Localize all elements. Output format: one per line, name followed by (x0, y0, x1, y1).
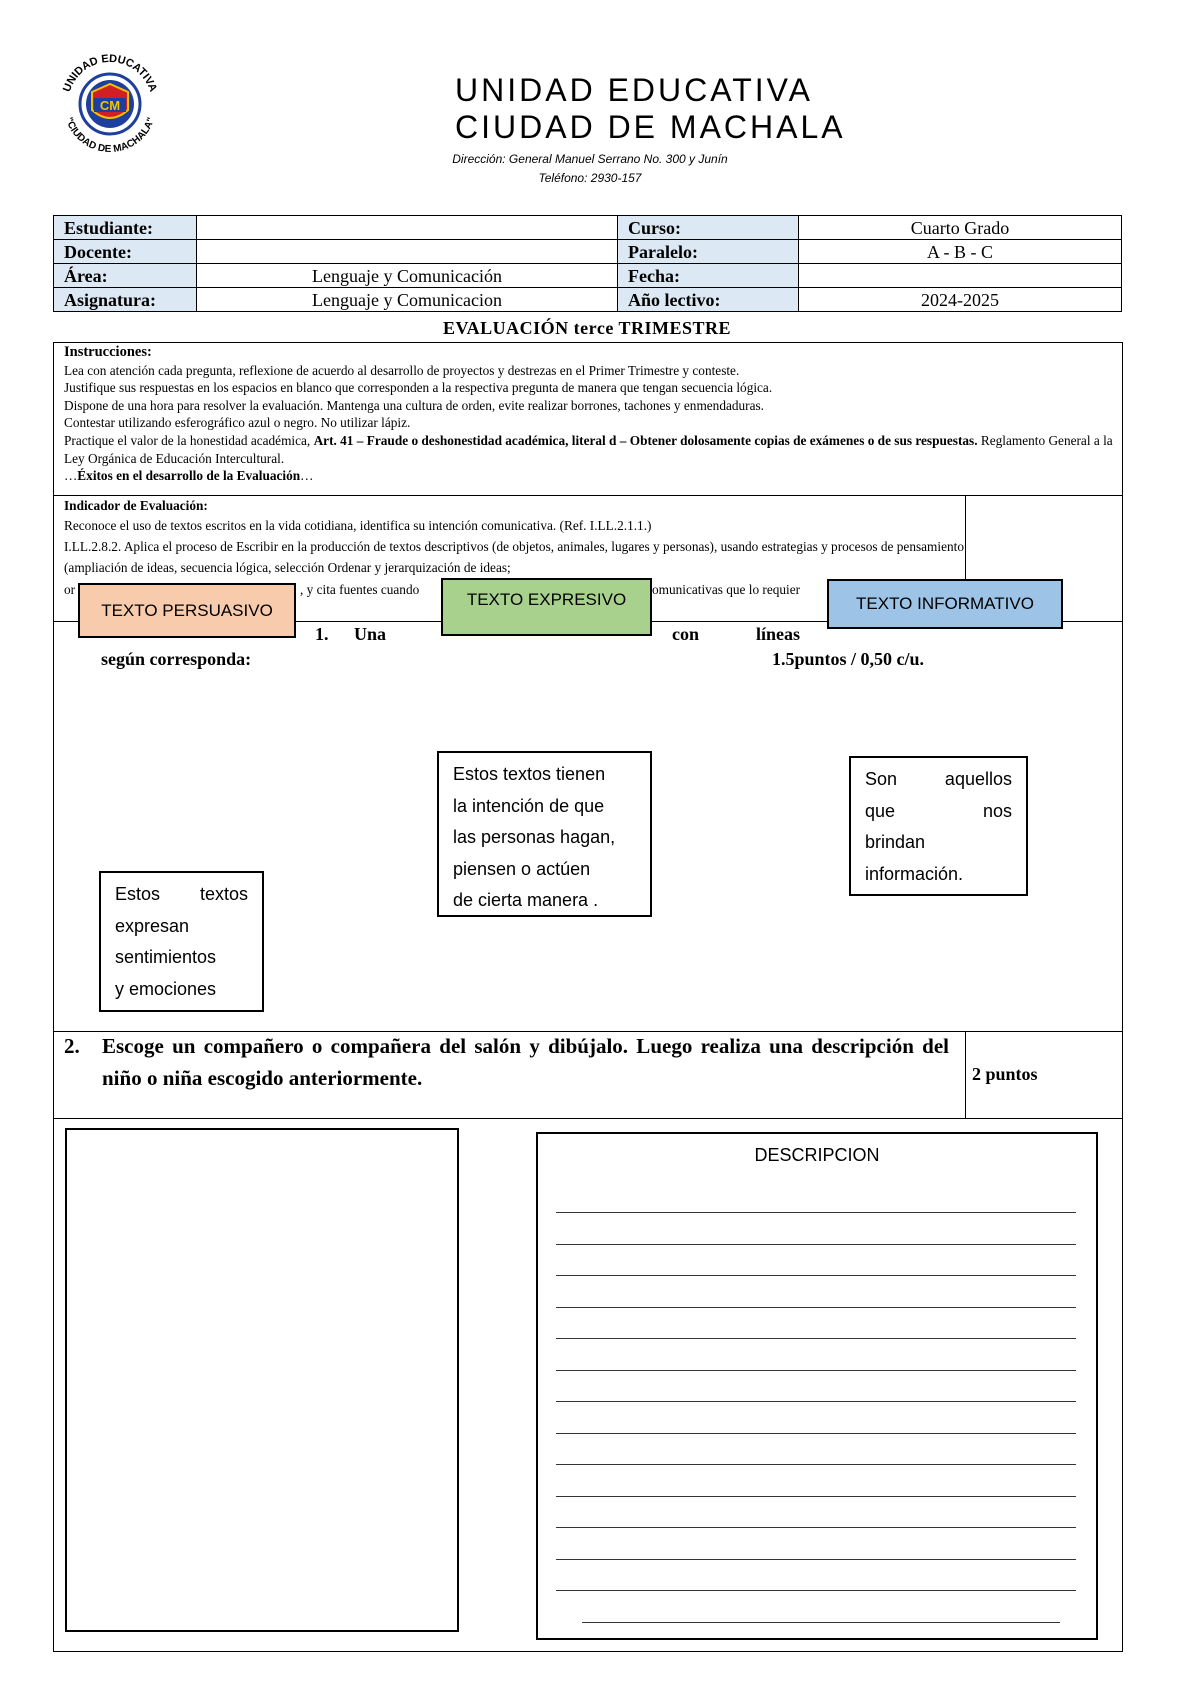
date-label: Fecha: (618, 264, 799, 288)
q1-instruction: según corresponda: (101, 649, 252, 669)
instructions-block (64, 344, 1116, 485)
tag-informative-text[interactable]: TEXTO INFORMATIVO (827, 579, 1063, 629)
description-title: DESCRIPCION (754, 1145, 880, 1165)
divider (965, 1031, 966, 1118)
instruction-line: Lea con atención cada pregunta, reflexione de acuerdo al desarrollo de proyectos y destrezas en el Primer Trimestre y conteste. (64, 362, 740, 378)
definition-expressive[interactable]: Estos textos expresan sentimientos y emociones (99, 871, 264, 1012)
answer-line[interactable] (556, 1496, 1076, 1497)
instruction-line: Dispone de una hora para resolver la evaluación. Mantenga una cultura de orden, evite realizar borrones, tachones y enmendaduras. (64, 397, 765, 413)
student-info-table (53, 215, 1122, 312)
school-title (455, 72, 846, 146)
course-value: Cuarto Grado (799, 216, 1122, 240)
indicator-line: I.LL.2.8.2. Aplica el proceso de Escribir en la producción de textos descriptivos (de objetos, animales, lugares y personas), usando estrategias y procesos de pensamiento (ampliación de ideas, secuencia lógica, selección Ordenar y jerarquización de ideas; (64, 539, 964, 575)
q2-statement (64, 1030, 949, 1094)
instruction-line-honesty: Practique el valor de la honestidad académica, Art. 41 – Fraude o deshonestidad académica, literal d – Obtener dolosamente copias de exámenes o de sus respuestas. Reglamento General a la Ley Orgánica de Educación Intercultural. (64, 432, 1113, 466)
svg-text:"CIUDAD DE MACHALA": "CIUDAD DE MACHALA" (62, 116, 158, 156)
answer-line[interactable] (556, 1559, 1076, 1560)
q1-number: 1. (315, 624, 329, 644)
indicator-heading: Indicador de Evaluación: (64, 498, 208, 513)
instruction-line: Contestar utilizando esferográfico azul o negro. No utilizar lápiz. (64, 415, 411, 431)
student-label: Estudiante: (54, 216, 197, 240)
answer-line[interactable] (556, 1370, 1076, 1371)
divider (53, 495, 1122, 496)
answer-line[interactable] (556, 1433, 1076, 1434)
answer-line[interactable] (556, 1244, 1076, 1245)
parallel-value: A - B - C (799, 240, 1122, 264)
instruction-line: Justifique sus respuestas en los espacios en blanco que corresponden a la respectiva pregunta de manera que tengan secuencia lógica. (64, 380, 773, 396)
divider (53, 1118, 1122, 1119)
definition-persuasive[interactable]: Estos textos tienen la intención de que las personas hagan, piensen o actúen de cierta manera . (437, 751, 652, 917)
teacher-label: Docente: (54, 240, 197, 264)
description-area[interactable] (536, 1132, 1098, 1640)
subject-value: Lenguaje y Comunicacion (197, 288, 618, 312)
q2-number: 2. (64, 1034, 80, 1058)
q2-text: Escoge un compañero o compañera del salón y dibújalo. Luego realiza una descripción del niño o niña escogido anteriormente. (102, 1034, 949, 1090)
answer-line[interactable] (556, 1338, 1076, 1339)
parallel-label: Paralelo: (618, 240, 799, 264)
definition-informative[interactable]: Son aquellos que nos brindan información. (849, 756, 1028, 896)
answer-line[interactable] (556, 1275, 1076, 1276)
instruction-closing: …Éxitos en el desarrollo de la Evaluación… (64, 468, 314, 484)
answer-line[interactable] (556, 1401, 1076, 1402)
indicator-line-fragment: , y cita fuentes cuando (300, 582, 420, 597)
answer-line[interactable] (556, 1212, 1076, 1213)
answer-line[interactable] (556, 1464, 1076, 1465)
legal-article: Art. 41 – Fraude o deshonestidad académica, literal d – Obtener dolosamente copias de exámenes o de sus respuestas. (313, 432, 978, 448)
student-field[interactable] (197, 216, 618, 240)
indicator-line-fragment: or (64, 582, 76, 597)
drawing-area[interactable] (65, 1128, 459, 1632)
svg-text:CM: CM (99, 98, 121, 113)
school-phone: Teléfono: 2930-157 (538, 171, 642, 185)
q1-points: 1.5puntos / 0,50 c/u. (772, 649, 925, 669)
school-logo (52, 44, 168, 160)
evaluation-title: EVALUACIÓN terce TRIMESTRE (442, 318, 732, 338)
indicator-block (64, 497, 964, 578)
year-label: Año lectivo: (618, 288, 799, 312)
school-title-line1: UNIDAD EDUCATIVA (455, 72, 813, 108)
school-title-line2: CIUDAD DE MACHALA (455, 109, 846, 145)
answer-line[interactable] (582, 1622, 1060, 1623)
q1-word: con (672, 624, 699, 644)
q2-points: 2 puntos (972, 1064, 1038, 1084)
svg-text:UNIDAD EDUCATIVA: UNIDAD EDUCATIVA (61, 52, 159, 94)
area-value: Lenguaje y Comunicación (197, 264, 618, 288)
answer-line[interactable] (556, 1527, 1076, 1528)
school-address: Dirección: General Manuel Serrano No. 300 y Junín (452, 152, 728, 166)
course-label: Curso: (618, 216, 799, 240)
instructions-heading: Instrucciones: (64, 344, 152, 360)
year-value: 2024-2025 (799, 288, 1122, 312)
subject-label: Asignatura: (54, 288, 197, 312)
indicator-line-fragment: omunicativas que lo requier (652, 582, 801, 597)
area-label: Área: (54, 264, 197, 288)
teacher-field[interactable] (197, 240, 618, 264)
date-field[interactable] (799, 264, 1122, 288)
q1-word: líneas (756, 624, 801, 644)
tag-persuasive-text[interactable]: TEXTO PERSUASIVO (78, 583, 296, 638)
answer-line[interactable] (556, 1590, 1076, 1591)
tag-expressive-text[interactable]: TEXTO EXPRESIVO (441, 578, 652, 636)
indicator-line: Reconoce el uso de textos escritos en la vida cotidiana, identifica su intención comunicativa. (Ref. I.LL.2.1.1.) (64, 518, 652, 533)
q1-word: Una (354, 624, 387, 644)
answer-line[interactable] (556, 1307, 1076, 1308)
